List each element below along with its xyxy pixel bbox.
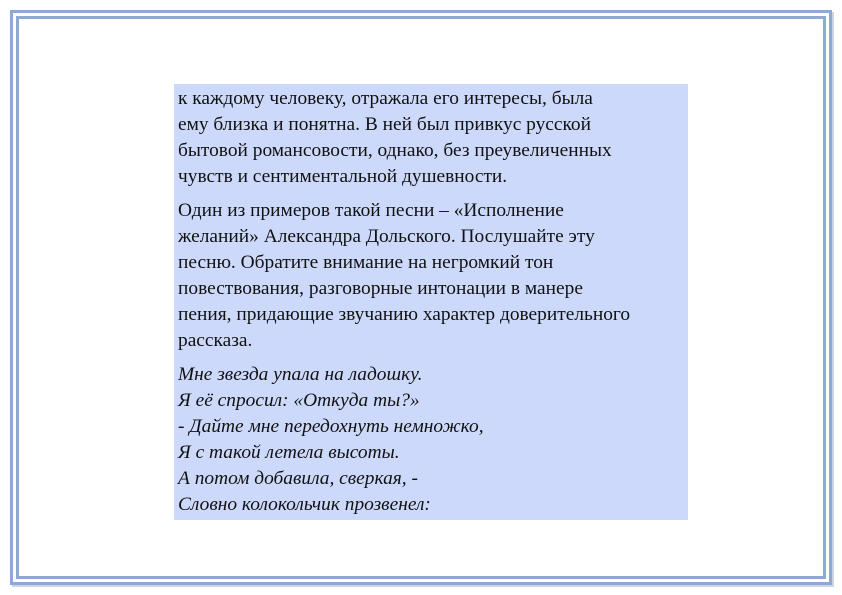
- poem-excerpt: Мне звезда упала на ладошку. Я её спросил: «Откуда ты?» - Дайте мне передохнуть немножко, Я с такой летела высоты. А потом добавила, сверкая, - Словно колокольчик прозвенел:: [178, 364, 484, 515]
- paragraph-song-example: Один из примеров такой песни – «Исполнение желаний» Александра Дольского. Послушайте эту песню. Обратите внимание на негромкий тон повествования, разговорные интонации в манере пения, придающие звучанию характер доверительного рассказа.: [178, 200, 631, 351]
- paragraph-intro: к каждому человеку, отражала его интересы, была ему близка и понятна. В ней был привкус русской бытовой романсовости, однако, без преувеличенных чувств и сентиментальной душевности.: [178, 88, 612, 187]
- text-box: [174, 84, 688, 520]
